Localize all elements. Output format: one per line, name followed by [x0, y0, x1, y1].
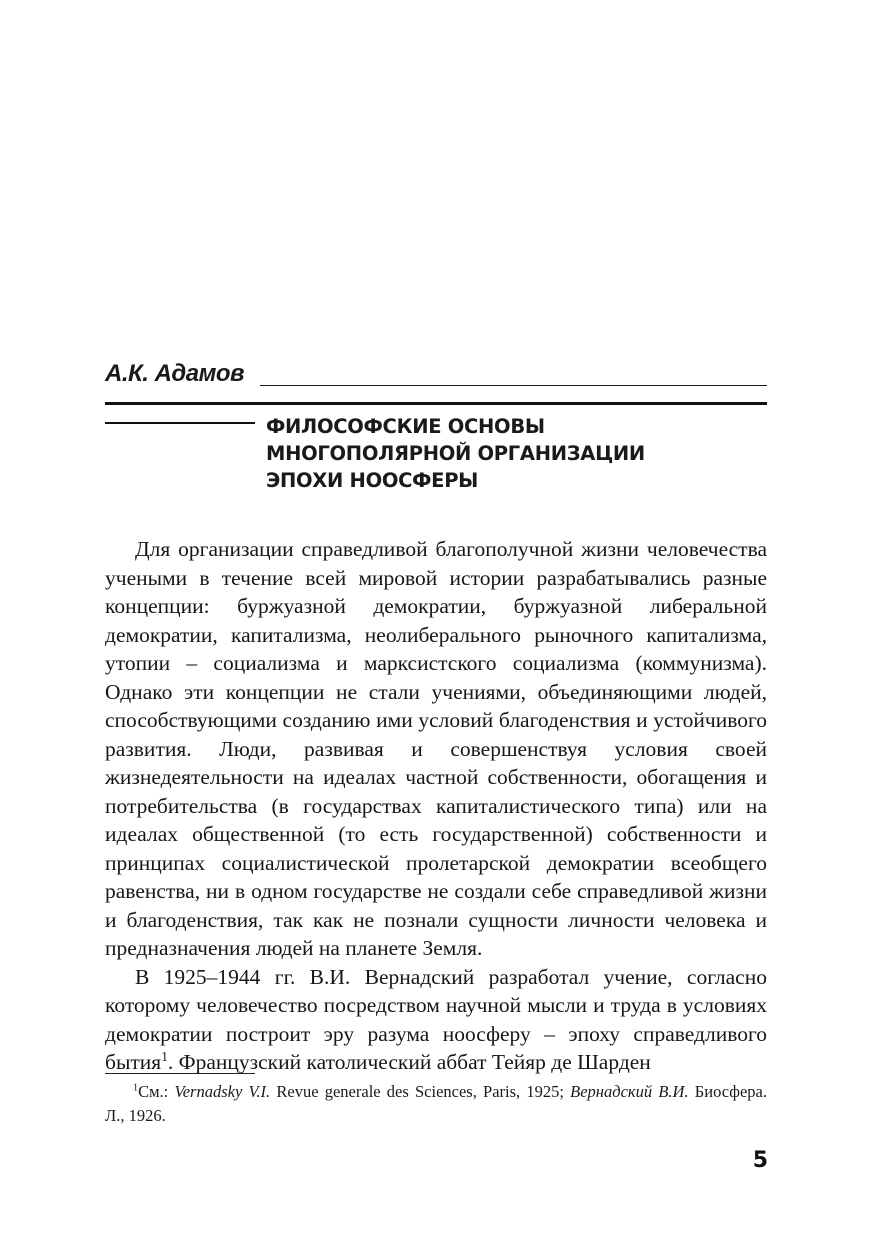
title-side-rule	[105, 422, 255, 424]
footnote-mark: 1	[133, 1082, 139, 1094]
paragraph: Для организации справедливой благополучной жизни человечества учеными в течение всей мировой истории разрабатывались разные концепции: буржуазной демократии, буржуазной либеральной демократии, капитализма, неолиберального рыночного капитализма, утопии – социализма и марксистского социализма (коммунизма). Однако эти концепции не стали учениями, объединяющими людей, способствующими созданию ими условий благоденствия и устойчивого развития. Люди, развивая и совершенствуя условия своей жизнедеятельности на идеалах частной собственности, обогащения и потребительства (в государствах капиталистического типа) или на идеалах общественной (то есть государственной) собственности и принципах социалистической пролетарской демократии всеобщего равенства, ни в одном государстве не создали себе справедливой жизни и благоденствия, так как не познали сущности личности человека и предназначения людей на планете Земля.	[105, 537, 767, 960]
footnote-author: Вернадский В.И.	[570, 1082, 689, 1101]
footnote-source: Биосфера. Л., 1926.	[105, 1082, 767, 1125]
header-rule	[260, 385, 767, 386]
footnote-rule	[105, 1073, 255, 1074]
paragraph	[105, 963, 767, 1077]
page-number: 5	[752, 1148, 768, 1173]
footnote-prefix: См.:	[138, 1082, 175, 1101]
footnote	[105, 1080, 767, 1128]
paragraph-text: В 1925–1944 гг. В.И. Вернадский разработал учение, согласно которому человечество посредством научной мысли и труда в условиях демократии построит эру разума ноосферу – эпоху справедливого бытия	[105, 964, 767, 1074]
footnote-reference[interactable]: 1	[161, 1048, 168, 1064]
title-line: МНОГОПОЛЯРНОЙ ОРГАНИЗАЦИИ	[266, 442, 645, 465]
paragraph-text: . Французский католический аббат Тейяр де Шарден	[167, 1050, 651, 1074]
article-title	[266, 413, 766, 494]
footnote-author: Vernadsky V.I.	[174, 1082, 271, 1101]
running-header	[105, 360, 767, 396]
author-name: А.К. Адамов	[105, 360, 245, 387]
article-body	[105, 535, 767, 1077]
header-thick-rule	[105, 402, 767, 405]
title-line: ФИЛОСОФСКИЕ ОСНОВЫ	[266, 415, 545, 438]
title-line: ЭПОХИ НООСФЕРЫ	[266, 469, 479, 492]
footnote-source: Revue generale des Sciences, Paris, 1925;	[270, 1082, 571, 1101]
